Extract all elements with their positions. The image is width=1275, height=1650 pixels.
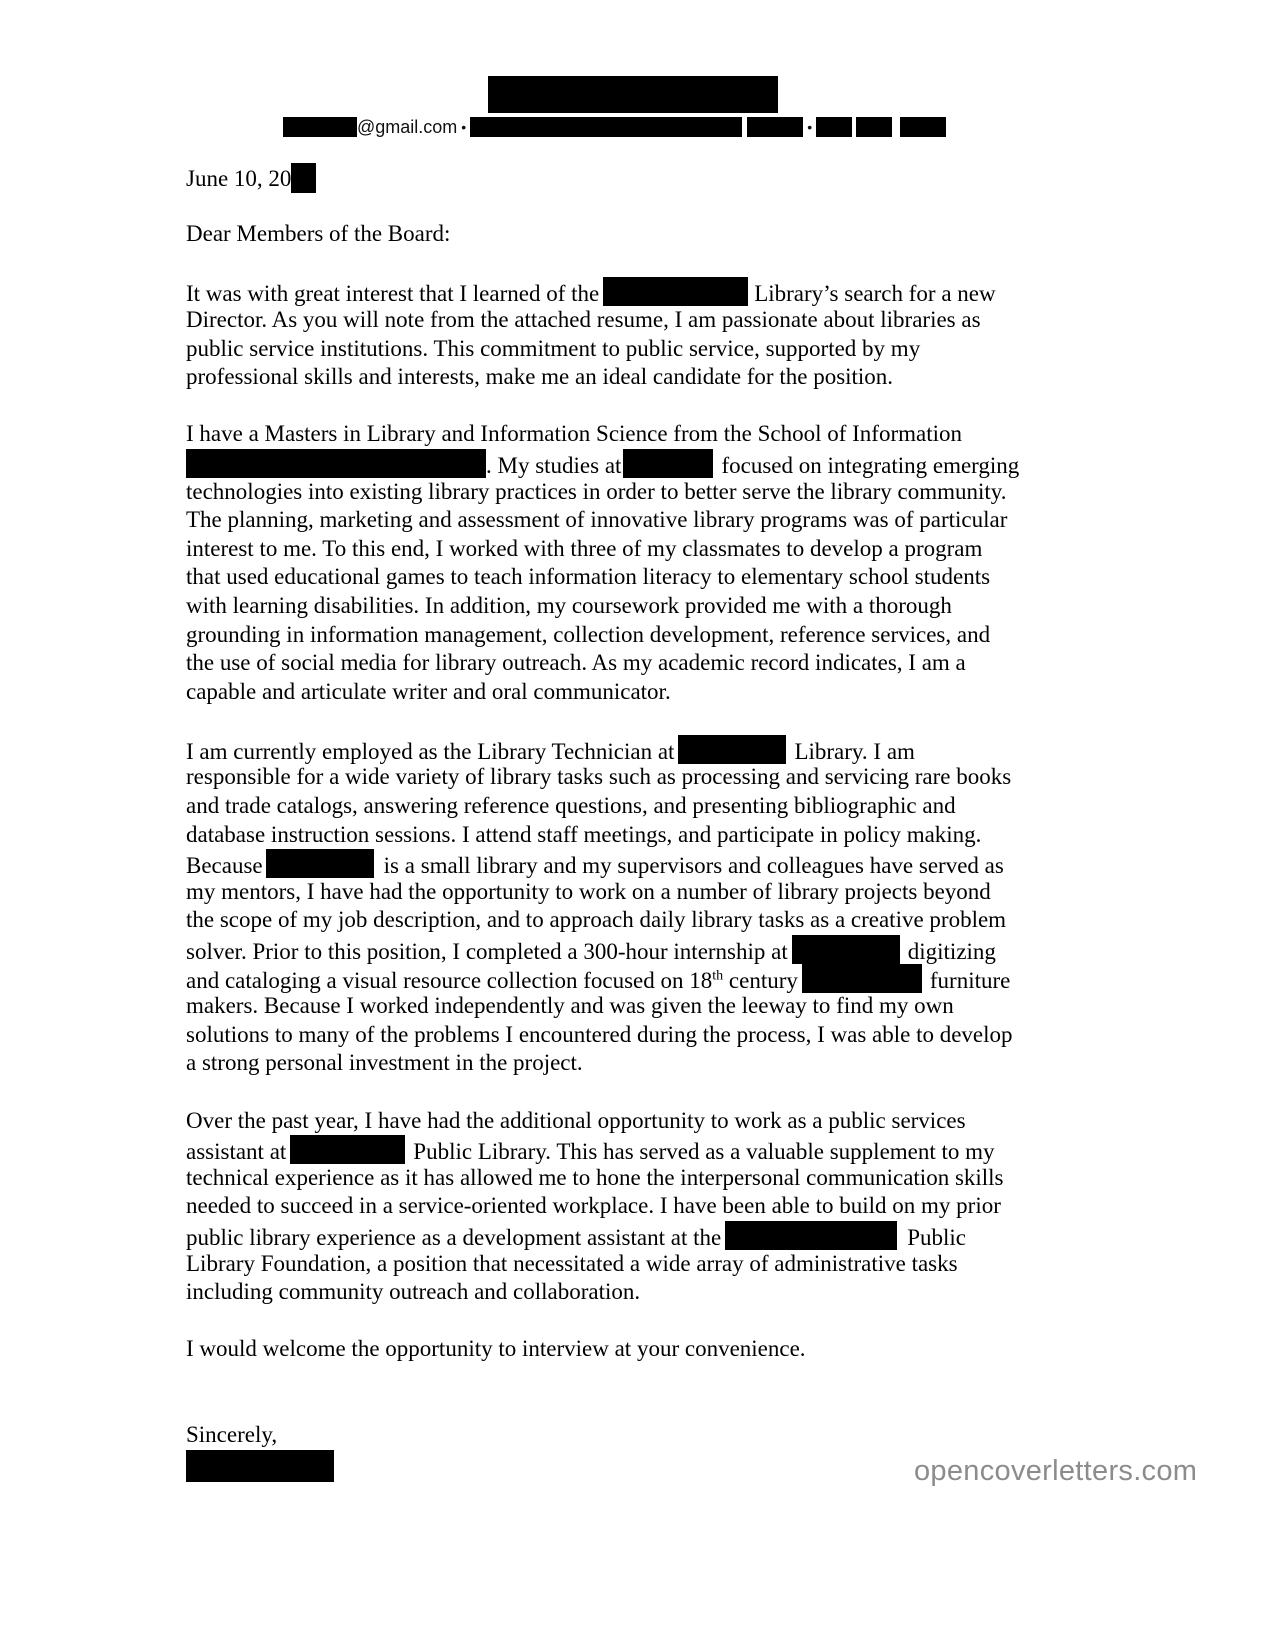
paragraph-2-line: grounding in information management, collection development, reference services, and xyxy=(186,621,991,647)
date-text: June 10, 20 xyxy=(186,166,292,191)
paragraph-3-line: the scope of my job description, and to approach daily library tasks as a creative problem xyxy=(186,907,1007,933)
redacted-foundation xyxy=(725,1221,897,1250)
paragraph-2-line: interest to me. To this end, I worked with three of my classmates to develop a program xyxy=(186,535,983,561)
paragraph-4-line: including community outreach and collaboration. xyxy=(186,1279,641,1305)
text: It was with great interest that I learned of the xyxy=(186,281,600,307)
paragraph-2-line: with learning disabilities. In addition, my coursework provided me with a thorough xyxy=(186,592,952,618)
watermark: opencoverletters.com xyxy=(914,1455,1198,1487)
text: focused on integrating emerging xyxy=(721,452,1020,478)
paragraph-1-line: professional skills and interests, make me an ideal candidate for the position. xyxy=(186,364,894,390)
text: Because xyxy=(186,853,263,879)
redacted-school-short xyxy=(623,449,713,478)
redacted-region xyxy=(802,964,922,993)
paragraph-2-line: capable and articulate writer and oral communicator. xyxy=(186,678,671,704)
paragraph-3-line: makers. Because I worked independently and was given the leeway to find my own xyxy=(186,993,954,1019)
paragraph-2-line xyxy=(186,449,1086,478)
paragraph-3-line xyxy=(186,964,1086,993)
closing-paragraph: I would welcome the opportunity to interview at your convenience. xyxy=(186,1336,806,1362)
paragraph-3-line xyxy=(186,735,1086,764)
text: furniture xyxy=(929,967,1011,993)
text: public library experience as a development assistant at the xyxy=(186,1224,722,1250)
text: Library’s search for a new xyxy=(754,281,996,307)
paragraph-2-line: I have a Masters in Library and Information Science from the School of Information xyxy=(186,421,963,447)
text: solver. Prior to this position, I completed a 300-hour internship at xyxy=(186,939,788,965)
text: I am currently employed as the Library Technician at xyxy=(186,738,675,764)
redacted-address xyxy=(470,117,742,137)
paragraph-4-line: Library Foundation, a position that necessitated a wide array of administrative tasks xyxy=(186,1250,958,1276)
redacted-name xyxy=(488,76,778,113)
separator-bullet: • xyxy=(461,119,467,135)
redacted-public-library xyxy=(290,1135,405,1164)
redacted-school xyxy=(186,449,486,478)
redacted-signature xyxy=(186,1450,334,1482)
redacted-year xyxy=(291,163,316,193)
letter-body xyxy=(186,163,1086,1489)
redacted-email-user xyxy=(283,117,357,137)
paragraph-1-line xyxy=(186,277,1086,306)
paragraph-4-line: Over the past year, I have had the additional opportunity to work as a public services xyxy=(186,1107,966,1133)
paragraph-4-line xyxy=(186,1221,1086,1250)
separator-bullet: • xyxy=(807,119,813,135)
paragraph-1-line: public service institutions. This commitment to public service, supported by my xyxy=(186,335,921,361)
paragraph-4-line: needed to succeed in a service-oriented workplace. I have been able to build on my prior xyxy=(186,1193,1001,1219)
redacted-phone-line xyxy=(900,117,946,137)
text: Public Library. This has served as a valuable supplement to my xyxy=(413,1139,995,1165)
paragraph-3-line: database instruction sessions. I attend staff meetings, and participate in policy making. xyxy=(186,821,982,847)
paragraph-4-line xyxy=(186,1135,1086,1164)
redacted-employer xyxy=(266,849,374,878)
paragraph-2-line: technologies into existing library practices in order to better serve the library community. xyxy=(186,478,1007,504)
redacted-internship-site xyxy=(792,935,900,964)
paragraph-3-line: solutions to many of the problems I encountered during the process, I was able to develop xyxy=(186,1021,1013,1047)
paragraph-3-line: a strong personal investment in the project. xyxy=(186,1050,583,1076)
email-suffix: @gmail.com xyxy=(357,116,458,137)
superscript: th xyxy=(712,967,724,983)
contact-line xyxy=(283,115,946,139)
text: digitizing xyxy=(907,939,996,965)
salutation: Dear Members of the Board: xyxy=(186,221,451,247)
paragraph-2-line: that used educational games to teach information literacy to elementary school students xyxy=(186,564,991,590)
paragraph-3-line: and trade catalogs, answering reference questions, and presenting bibliographic and xyxy=(186,793,956,819)
redacted-employer xyxy=(678,735,786,764)
text: century xyxy=(723,967,798,993)
redacted-phone-prefix xyxy=(856,117,892,137)
text: is a small library and my supervisors and colleagues have served as xyxy=(383,853,1004,879)
paragraph-2-line: The planning, marketing and assessment of innovative library programs was of particular xyxy=(186,507,1008,533)
text: . My studies at xyxy=(486,452,622,478)
paragraph-1-line: Director. As you will note from the attached resume, I am passionate about libraries as xyxy=(186,306,981,332)
redacted-library-name xyxy=(603,277,748,306)
text: Library. I am xyxy=(794,738,915,764)
text: and cataloging a visual resource collection focused on 18 xyxy=(186,967,713,993)
text: Public xyxy=(907,1224,966,1250)
paragraph-4-line: technical experience as it has allowed me to hone the interpersonal communication skills xyxy=(186,1164,1004,1190)
paragraph-3-line xyxy=(186,935,1086,964)
text: assistant at xyxy=(186,1139,287,1165)
paragraph-3-line: responsible for a wide variety of library tasks such as processing and servicing rare books xyxy=(186,764,1012,790)
paragraph-3-line xyxy=(186,849,1086,878)
paragraph-2-line: the use of social media for library outreach. As my academic record indicates, I am a xyxy=(186,650,966,676)
paragraph-3-line: my mentors, I have had the opportunity to work on a number of library projects beyond xyxy=(186,878,991,904)
redacted-city xyxy=(747,117,803,137)
closing: Sincerely, xyxy=(186,1422,278,1448)
redacted-phone-area xyxy=(816,117,852,137)
letter-date xyxy=(186,163,1086,192)
